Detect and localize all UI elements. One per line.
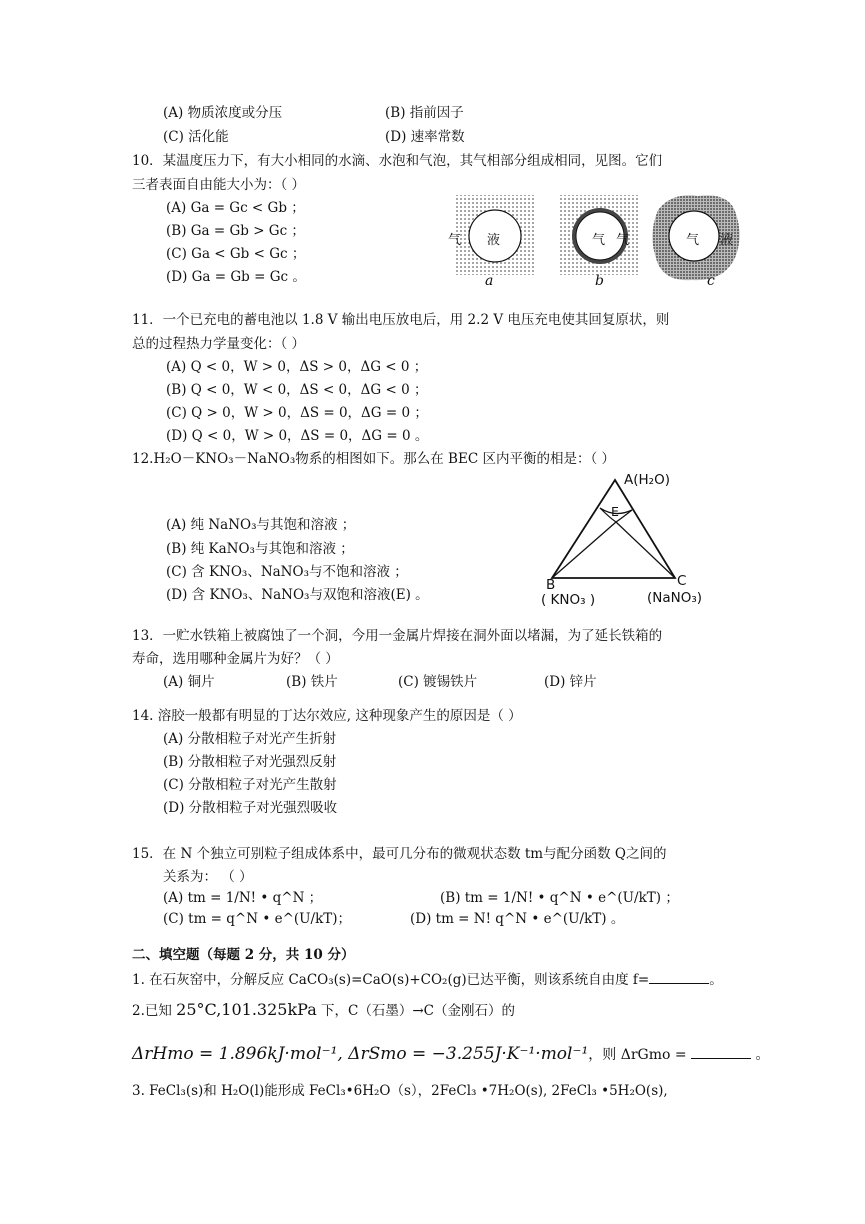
fill-q2-end: 。 <box>751 1047 770 1063</box>
q14-option-b: (B) 分散相粒子对光强烈反射 <box>163 754 337 770</box>
q10-option-d: (D) Ga = Gb = Gc 。 <box>166 269 306 285</box>
q9-option-d: (D) 速率常数 <box>385 129 465 145</box>
fig-c-caption: c <box>707 273 715 289</box>
q15-option-a: (A) tm = 1/N! • q^N ； <box>163 890 323 906</box>
q12-option-d: (D) 含 KNO₃、NaNO₃与双饱和溶液(E) 。 <box>166 587 429 603</box>
fill-q2-line1 <box>132 1001 515 1020</box>
q11-option-c: (C) Q > 0，W > 0，ΔS = 0，ΔG = 0 ； <box>166 405 428 421</box>
fig-a-caption: a <box>485 273 494 289</box>
fig-a-gas-label: 气 <box>448 233 462 248</box>
q14-stem: 14. 溶胶一般都有明显的丁达尔效应, 这种现象产生的原因是（ ） <box>132 708 522 724</box>
fig-a-liquid-label: 液 <box>487 233 501 248</box>
fill-q1 <box>132 969 723 989</box>
fig-b-caption: b <box>595 273 604 289</box>
q15-option-b: (B) tm = 1/N! • q^N • e^(U/kT) ； <box>440 890 679 906</box>
fill-q1-blank[interactable] <box>649 969 709 984</box>
q11-option-a: (A) Q < 0，W > 0，ΔS > 0，ΔG < 0 ； <box>166 359 428 375</box>
fill-q2-line2 <box>132 1044 770 1064</box>
phase-label-b: B <box>546 577 556 593</box>
q13-option-c: (C) 镀锡铁片 <box>398 674 478 690</box>
fill-q2-reaction: 下，C（石墨）→C（金刚石）的 <box>316 1003 515 1019</box>
q11-stem-line2: 总的过程热力学量变化：（ ） <box>132 336 306 352</box>
q15-option-d: (D) tm = N! q^N • e^(U/kT) 。 <box>410 911 625 927</box>
phase-label-kno3: ( KNO₃ ) <box>541 592 596 608</box>
q13-option-a: (A) 铜片 <box>163 674 215 690</box>
fig-c-gas-label: 气 <box>686 233 700 248</box>
q11-stem-line1: 11．一个已充电的蓄电池以 1.8 V 输出电压放电后，用 2.2 V 电压充电使其回复原状，则 <box>132 312 670 328</box>
q13-stem-line2: 寿命，选用哪种金属片为好？（ ） <box>132 651 339 667</box>
q15-option-c: (C) tm = q^N • e^(U/kT)； <box>163 911 352 927</box>
q11-option-b: (B) Q < 0，W < 0，ΔS < 0，ΔG < 0 ； <box>166 382 428 398</box>
fill-q2-mid: ，则 ΔrGmo = <box>588 1047 692 1063</box>
q10-option-c: (C) Ga < Gb < Gc ； <box>166 246 306 262</box>
fill-q2-prefix: 2.已知 <box>132 1003 177 1019</box>
q10-option-b: (B) Ga = Gb > Gc ； <box>166 223 305 239</box>
q14-option-d: (D) 分散相粒子对光强烈吸收 <box>163 800 338 816</box>
phase-label-c: C <box>677 573 687 589</box>
q10-stem-line1: 10．某温度压力下，有大小相同的水滴、水泡和气泡，其气相部分组成相同，见图。它们 <box>132 153 663 169</box>
fill-q2-blank[interactable] <box>691 1044 751 1059</box>
section-fill-in-heading: 二、填空题（每题 2 分，共 10 分） <box>132 947 355 963</box>
q12-option-c: (C) 含 KNO₃、NaNO₃与不饱和溶液 ； <box>166 564 408 580</box>
fig-c-liquid-label: 液 <box>720 233 734 248</box>
phase-label-a: A(H₂O) <box>624 472 670 488</box>
q10-stem-line2: 三者表面自由能大小为：（ ） <box>132 177 306 193</box>
q9-option-b: (B) 指前因子 <box>385 105 464 121</box>
q12-option-b: (B) 纯 KaNO₃与其饱和溶液 ； <box>166 541 354 557</box>
q11-option-d: (D) Q < 0，W > 0，ΔS = 0，ΔG = 0 。 <box>166 428 429 444</box>
q9-option-a: (A) 物质浓度或分压 <box>163 105 283 121</box>
fill-q2-conditions: 25°C,101.325kPa <box>176 1000 317 1019</box>
fig-b-outer-gas-label: 气 <box>616 233 630 248</box>
phase-label-nano3: (NaNO₃) <box>647 590 703 606</box>
q14-option-c: (C) 分散相粒子对光产生散射 <box>163 777 337 793</box>
q15-stem-line1: 15．在 N 个独立可别粒子组成体系中，最可几分布的微观状态数 tm与配分函数 Q之间的 <box>132 846 667 862</box>
fig-b-gas-label: 气 <box>592 233 606 248</box>
q12-option-a: (A) 纯 NaNO₃与其饱和溶液 ； <box>166 517 356 533</box>
q10-option-a: (A) Ga = Gc < Gb ； <box>166 200 305 216</box>
q15-stem-line2: 关系为： （ ） <box>163 869 253 885</box>
q14-option-a: (A) 分散相粒子对光产生折射 <box>163 731 337 747</box>
phase-label-e: E <box>611 504 619 519</box>
q12-stem: 12.H₂O－KNO₃－NaNO₃物系的相图如下。那么在 BEC 区内平衡的相是：（ ） <box>132 451 615 467</box>
q13-stem-line1: 13．一贮水铁箱上被腐蚀了一个洞，今用一金属片焊接在洞外面以堵漏，为了延长铁箱的 <box>132 628 663 644</box>
q13-option-b: (B) 铁片 <box>286 674 338 690</box>
q13-option-d: (D) 锌片 <box>544 674 597 690</box>
q9-option-c: (C) 活化能 <box>163 129 229 145</box>
fill-q1-text: 1. 在石灰窑中，分解反应 CaCO₃(s)=CaO(s)+CO₂(g)已达平衡，则该系统自由度 f= <box>132 972 650 988</box>
fill-q3: 3. FeCl₃(s)和 H₂O(l)能形成 FeCl₃•6H₂O（s），2FeCl₃ •7H₂O(s), 2FeCl₃ •5H₂O(s), <box>132 1083 668 1099</box>
fill-q1-end: 。 <box>709 972 723 988</box>
fill-q2-equation: ΔrHmo = 1.896kJ·mol⁻¹, ΔrSmo = −3.255J·K⁻¹·mol⁻¹ <box>132 1044 589 1064</box>
